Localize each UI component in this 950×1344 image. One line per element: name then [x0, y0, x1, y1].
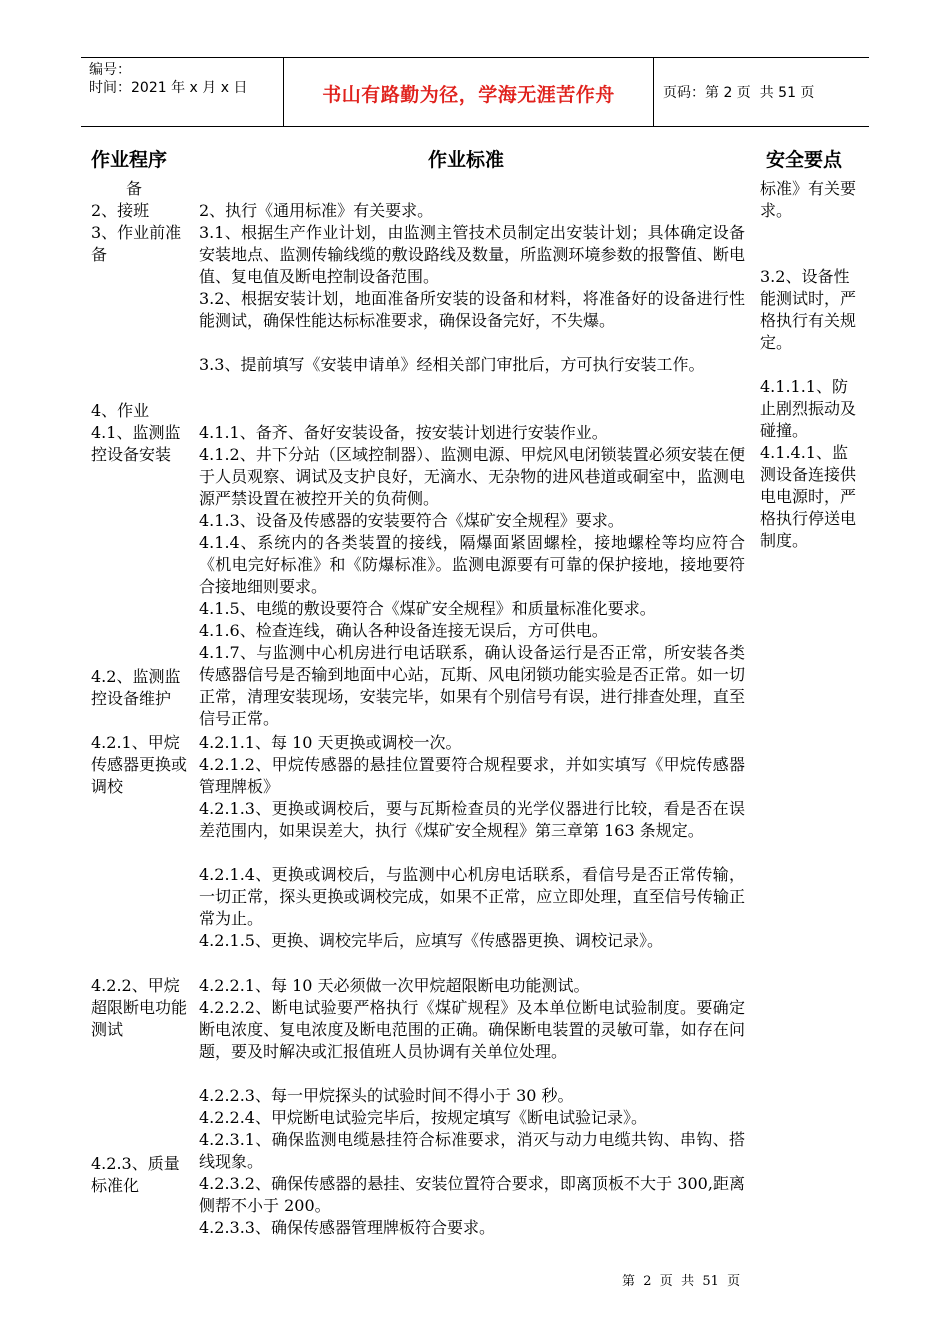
standard-clause: 4.1.1、备齐、备好安装设备，按安装计划进行安装作业。 [199, 423, 608, 442]
standard-clause: 4.1.4、系统内的各类装置的接线，隔爆面紧固螺栓，接地螺栓等均应符合《机电完好标准》和《防爆标准》。监测电源要有可靠的保护接地，接地要符合接地细则要求。 [199, 533, 745, 596]
safety-point: 标准》有关要求。 [760, 179, 857, 220]
standard-clause: 4.2.2.3、每一甲烷探头的试验时间不得小于 30 秒。 [199, 1086, 574, 1105]
standard-clause: 4.2.3.1、确保监测电缆悬挂符合标准要求，消灭与动力电缆共钩、串钩、搭线现象。 [199, 1130, 745, 1171]
standard-clause: 4.1.3、设备及传感器的安装要符合《煤矿安全规程》要求。 [199, 511, 624, 530]
standard-clause: 3.3、提前填写《安装申请单》经相关部门审批后，方可执行安装工作。 [199, 355, 705, 374]
procedure-step: 4.2.1、甲烷传感器更换或调校 [91, 733, 188, 796]
page-indicator: 页码：第 2 页 共 51 页 [663, 85, 815, 101]
standard-clause: 4.2.1.2、甲烷传感器的悬挂位置要符合规程要求，并如实填写《甲烷传感器管理牌板》 [199, 755, 745, 796]
procedure-step: 4.2、监测监控设备维护 [91, 667, 181, 708]
safety-point: 4.1.1.1、防止剧烈振动及碰撞。 [760, 377, 857, 440]
column-header-procedure: 作业程序 [91, 149, 168, 171]
column-header-safety: 安全要点 [766, 149, 843, 171]
document-date: 时间：2021 年 x 月 x 日 [89, 80, 248, 96]
standard-clause: 4.2.2.2、断电试验要严格执行《煤矿规程》及本单位断电试验制度。要确定断电浓度、复电浓度及断电范围的正确。确保断电装置的灵敏可靠，如存在问题，要及时解决或汇报值班人员协调有关单位处理。 [199, 998, 745, 1061]
standard-clause: 4.2.2.4、甲烷断电试验完毕后，按规定填写《断电试验记录》。 [199, 1108, 647, 1127]
standard-clause: 4.1.7、与监测中心机房进行电话联系，确认设备运行是否正常，所安装各类传感器信号是否输到地面中心站，瓦斯、风电闭锁功能实验是否正常。如一切正常，清理安装现场，安装完毕，如果有个别信号有误，进行排查处理，直至信号正常。 [199, 643, 745, 728]
standard-clause: 4.2.1.5、更换、调校完毕后，应填写《传感器更换、调校记录》。 [199, 931, 663, 950]
column-header-standard: 作业标准 [428, 149, 505, 171]
standard-clause: 4.2.3.2、确保传感器的悬挂、安装位置符合要求，即离顶板不大于 300,距离侧帮不小于 200。 [199, 1174, 745, 1215]
header-motto-cell [284, 58, 654, 126]
standard-clause: 3.2、根据安装计划，地面准备所安装的设备和材料，将准备好的设备进行性能测试，确保性能达标标准要求，确保设备完好，不失爆。 [199, 289, 745, 330]
procedure-step: 4、作业 [91, 401, 150, 420]
standard-clause: 3.1、根据生产作业计划，由监测主管技术员制定出安装计划；具体确定设备安装地点、监测传输线缆的敷设路线及数量，所监测环境参数的报警值、断电值、复电值及断电控制设备范围。 [199, 223, 745, 286]
standard-clause: 4.2.1.4、更换或调校后，与监测中心机房电话联系，看信号是否正常传输，一切正常，探头更换或调校完成，如果不正常，应立即处理，直至信号传输正常为止。 [199, 865, 745, 928]
standard-clause: 4.2.2.1、每 10 天必须做一次甲烷超限断电功能测试。 [199, 976, 590, 995]
page-header [81, 57, 869, 127]
standard-clause: 4.1.2、井下分站（区域控制器）、监测电源、甲烷风电闭锁装置必须安装在便于人员观察、调试及支护良好，无滴水、无杂物的进风巷道或硐室中，监测电源严禁设置在被控开关的负荷侧。 [199, 445, 745, 508]
procedure-step: 3、作业前准备 [91, 223, 182, 264]
header-page-cell [654, 58, 869, 126]
page-footer: 第 2 页 共 51 页 [622, 1274, 741, 1289]
standard-clause: 4.1.5、电缆的敷设要符合《煤矿安全规程》和质量标准化要求。 [199, 599, 656, 618]
procedure-step: 备 [126, 179, 143, 198]
safety-point: 4.1.4.1、监测设备连接供电电源时，严格执行停送电制度。 [760, 443, 857, 550]
standard-clause: 2、执行《通用标准》有关要求。 [199, 201, 434, 220]
procedure-step: 4.1、监测监控设备安装 [91, 423, 181, 464]
document-number-label: 编号： [89, 62, 131, 78]
standard-clause: 4.1.6、检查连线，确认各种设备连接无误后，方可供电。 [199, 621, 608, 640]
procedure-step: 4.2.2、甲烷超限断电功能测试 [91, 976, 188, 1039]
procedure-step: 4.2.3、质量标准化 [91, 1154, 180, 1195]
safety-point: 3.2、设备性能测试时，严格执行有关规定。 [760, 267, 857, 352]
procedure-step: 2、接班 [91, 201, 150, 220]
standard-clause: 4.2.1.1、每 10 天更换或调校一次。 [199, 733, 462, 752]
standard-clause: 4.2.3.3、确保传感器管理牌板符合要求。 [199, 1218, 495, 1237]
standard-clause: 4.2.1.3、更换或调校后，要与瓦斯检查员的光学仪器进行比较，看是否在误差范围内，如果误差大，执行《煤矿安全规程》第三章第 163 条规定。 [199, 799, 745, 840]
motto-text: 书山有路勤为径，学海无涯苦作舟 [322, 84, 615, 106]
header-meta [81, 58, 284, 126]
